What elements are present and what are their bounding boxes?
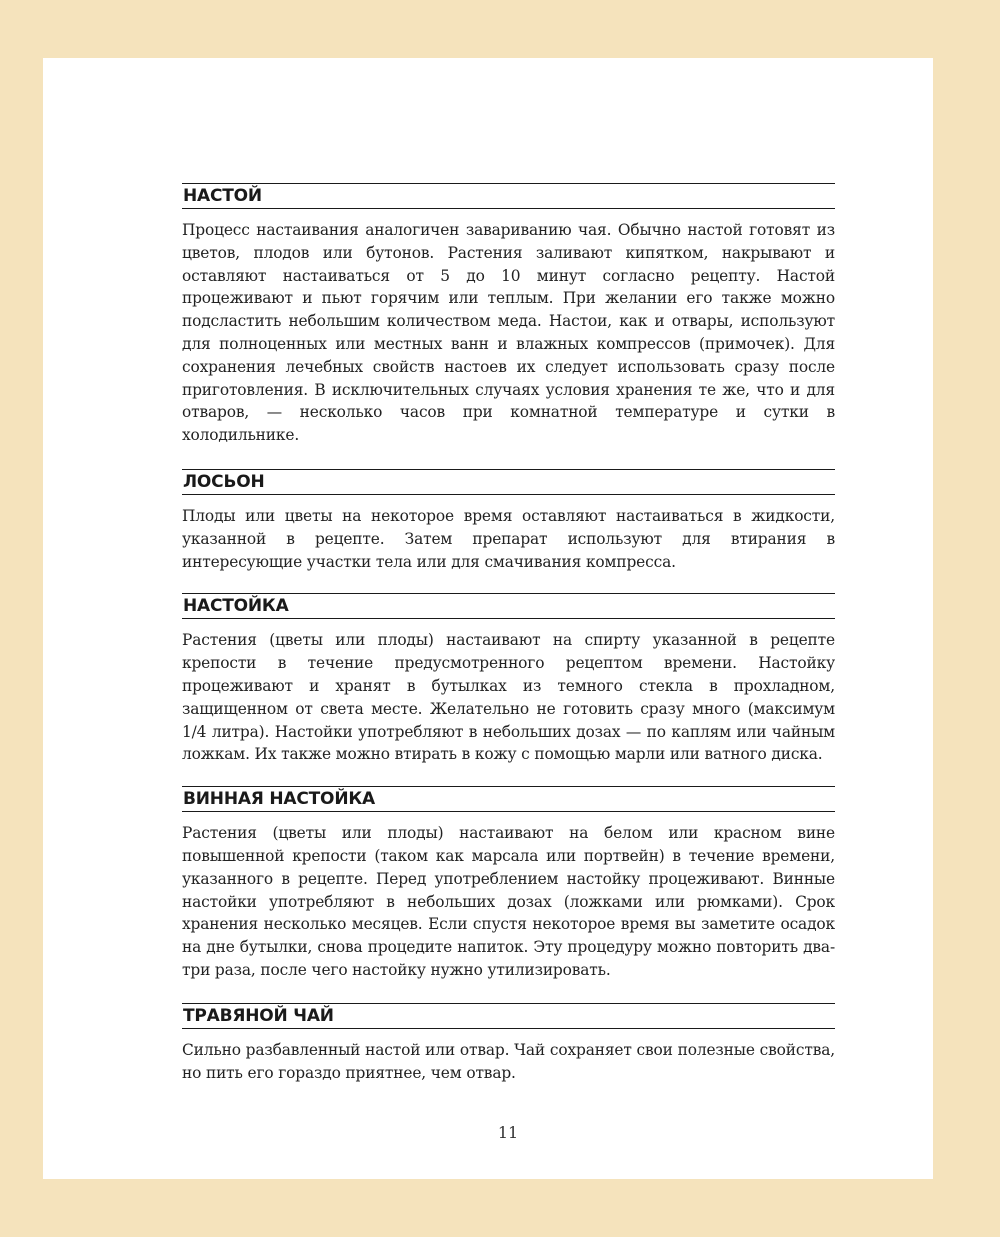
section-wine-tincture [182, 786, 835, 982]
section-lotion [182, 469, 835, 573]
section-tincture [182, 593, 835, 766]
section-heading: ЛОСЬОН [182, 469, 835, 495]
book-page [43, 58, 933, 1179]
section-herbal-tea [182, 1003, 835, 1085]
section-heading: НАСТОЙКА [182, 593, 835, 619]
section-text: Растения (цветы или плоды) настаивают на спирту указанной в рецепте крепости в течение предусмотренного рецептом времени. Настойку процеживают и хранят в бутылках из темного стекла в прохладном, защищенном от света месте. Желательно не готовить сразу много (максимум 1/4 литра). Настойки употребляют в небольших дозах — по каплям или чайным ложкам. Их также можно втирать в кожу с помощью марли или ватного диска. [182, 631, 835, 764]
section-infusion [182, 183, 835, 447]
section-text: Сильно разбавленный настой или отвар. Чай сохраняет свои полезные свойства, но пить его гораздо приятнее, чем отвар. [182, 1040, 835, 1082]
page-content [182, 183, 835, 1104]
section-heading: ТРАВЯНОЙ ЧАЙ [182, 1003, 835, 1029]
section-text: Плоды или цветы на некоторое время оставляют настаиваться в жидкости, указанной в рецепте. Затем препарат используют для втирания в интересующие участки тела или для смачивания компресса. [182, 506, 835, 571]
page-number: 11 [497, 1123, 519, 1142]
section-text: Растения (цветы или плоды) настаивают на белом или красном вине повышенной крепости (таком как марсала или портвейн) в течение времени, указанного в рецепте. Перед употреблением настойку процеживают. Винные настойки употребляют в небольших дозах (ложками или рюмками). Срок хранения несколько месяцев. Если спустя некоторое время вы заметите осадок на дне бутылки, снова процедите напиток. Эту процедуру можно повторить два-три раза, после чего настойку нужно утилизировать. [182, 824, 835, 979]
section-heading: НАСТОЙ [182, 183, 835, 209]
section-text: Процесс настаивания аналогичен завариванию чая. Обычно настой готовят из цветов, плодов или бутонов. Растения заливают кипятком, накрывают и оставляют настаиваться от 5 до 10 минут согласно рецепту. Настой процеживают и пьют горячим или теплым. При желании его также можно подсластить небольшим количеством меда. Настои, как и отвары, используют для полноценных или местных ванн и влажных компрессов (примочек). Для сохранения лечебных свойств настоев их следует использовать сразу после приготовления. В исключительных случаях условия хранения те же, что и для отваров, — несколько часов при комнатной температуре и сутки в холодильнике. [182, 221, 835, 445]
section-heading: ВИННАЯ НАСТОЙКА [182, 786, 835, 812]
